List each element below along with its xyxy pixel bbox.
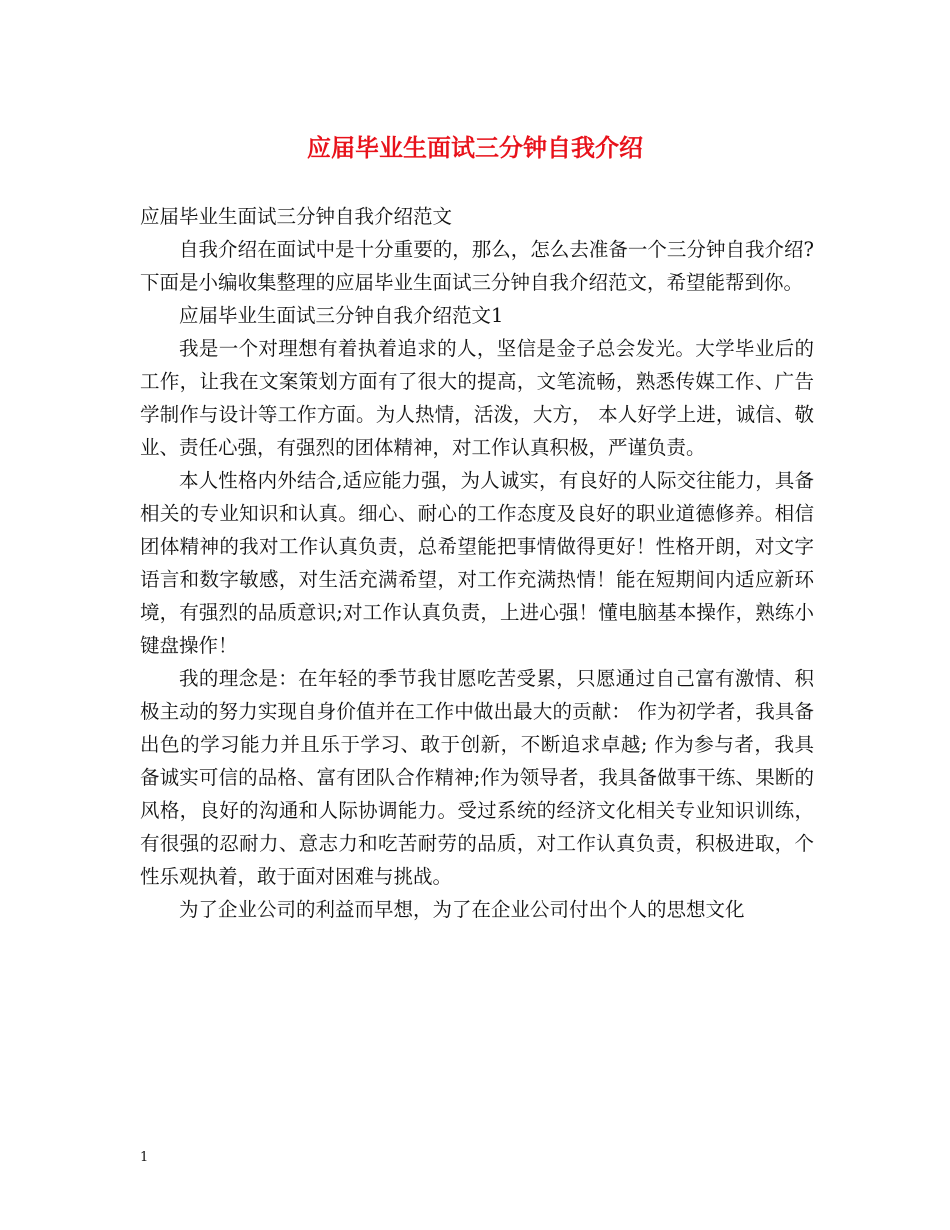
document-subtitle: 应届毕业生面试三分钟自我介绍范文 [140,205,453,228]
page-number: 1 [140,1150,149,1165]
page-title: 应届毕业生面试三分钟自我介绍 [307,133,643,162]
intro-paragraph: 自我介绍在面试中是十分重要的，那么，怎么去准备一个三分钟自我介绍?下面是小编收集整理的应届毕业生面试三分钟自我介绍范文，希望能帮到你。 [140,238,814,294]
body-paragraph-2: 本人性格内外结合,适应能力强，为人诚实，有良好的人际交往能力，具备相关的专业知识和认真。细心、耐心的工作态度及良好的职业道德修养。相信团体精神的我对工作认真负责，总希望能把事情做得更好！性格开朗，对文字语言和数字敏感，对生活充满希望，对工作充满热情！能在短期间内适应新环境，有强烈的品质意识;对工作认真负责，上进心强！懂电脑基本操作，熟练小键盘操作！ [140,469,814,657]
sample-heading: 应届毕业生面试三分钟自我介绍范文1 [179,304,504,327]
body-paragraph-1: 我是一个对理想有着执着追求的人，坚信是金子总会发光。大学毕业后的工作，让我在文案策划方面有了很大的提高，文笔流畅，熟悉传媒工作、广告学制作与设计等工作方面。为人热情，活泼，大方， 本人好学上进，诚信、敬业、责任心强，有强烈的团体精神，对工作认真积极，严谨负责。 [140,337,814,459]
body-paragraph-4: 为了企业公司的利益而早想，为了在企业公司付出个人的思想文化 [179,898,745,921]
document-body [140,200,814,926]
body-paragraph-3: 我的理念是：在年轻的季节我甘愿吃苦受累，只愿通过自己富有激情、积极主动的努力实现自身价值并在工作中做出最大的贡献： 作为初学者，我具备出色的学习能力并且乐于学习、敢于创新，不断追求卓越; 作为参与者，我具备诚实可信的品格、富有团队合作精神;作为领导者，我具备做事干练、果断的风格，良好的沟通和人际协调能力。受过系统的经济文化相关专业知识训练，有很强的忍耐力、意志力和吃苦耐劳的品质，对工作认真负责，积极进取，个性乐观执着，敢于面对困难与挑战。 [140,667,814,888]
